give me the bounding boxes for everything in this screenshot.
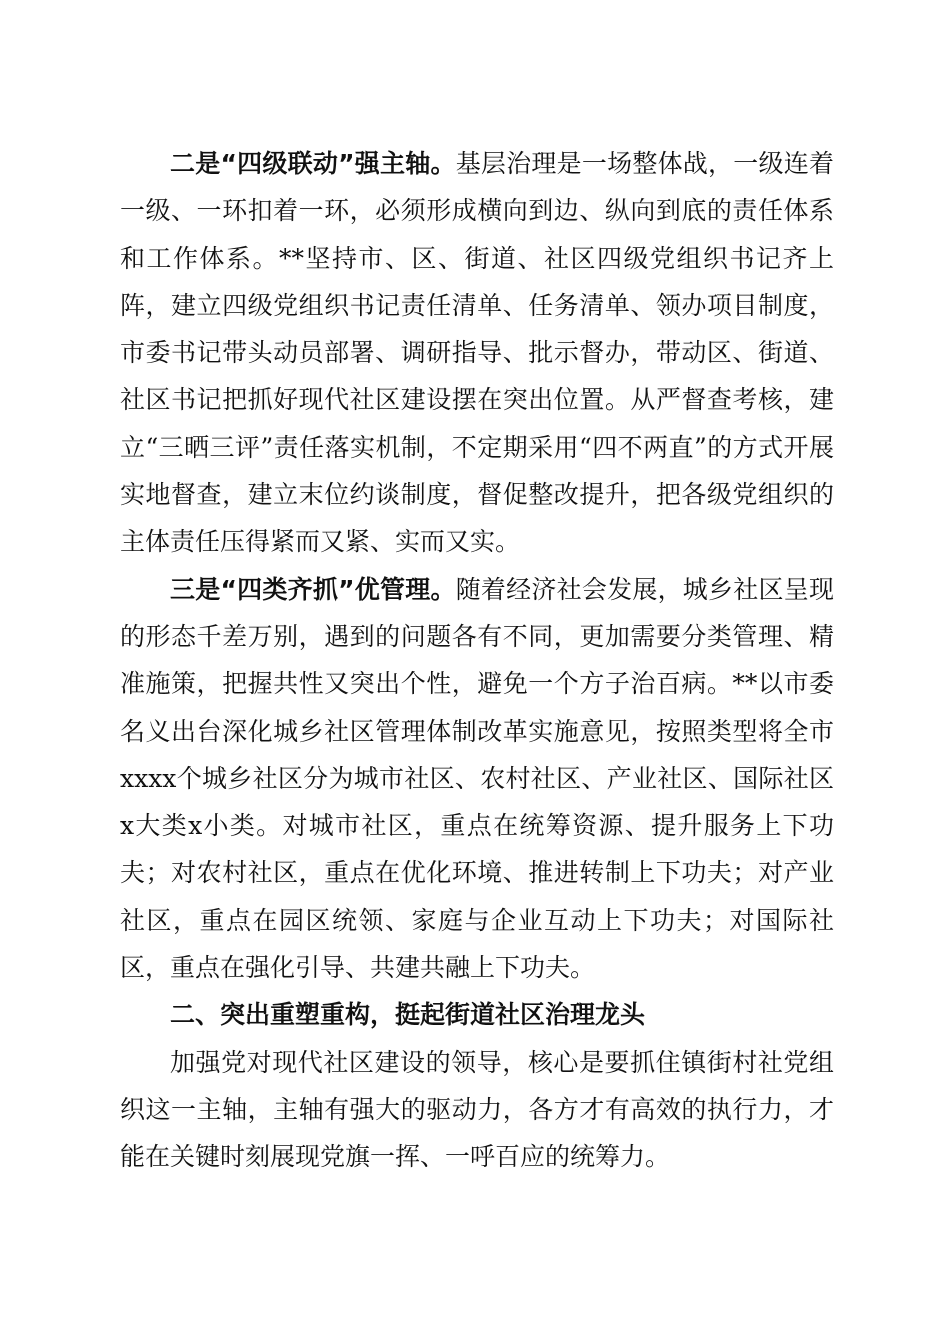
paragraph-lead-heading: 二是“四级联动”强主轴。 bbox=[170, 149, 456, 178]
paragraph-body-text: 基层治理是一场整体战，一级连着一级、一环扣着一环，必须形成横向到边、纵向到底的责任体系和工作体系。**坚持市、区、街道、社区四级党组织书记齐上阵，建立四级党组织书记责任清单、任务清单、领办项目制度，市委书记带头动员部署、调研指导、批示督办，带动区、街道、社区书记把抓好现代社区建设摆在突出位置。从严督查考核，建立“三晒三评”责任落实机制，不定期采用“四不两直”的方式开展实地督查，建立末位约谈制度，督促整改提升，把各级党组织的主体责任压得紧而又紧、实而又实。 bbox=[120, 149, 834, 557]
closing-paragraph: 加强党对现代社区建设的领导，核心是要抓住镇街村社党组织这一主轴，主轴有强大的驱动力，各方才有高效的执行力，才能在关键时刻展现党旗一挥、一呼百应的统筹力。 bbox=[120, 1047, 834, 1172]
paragraph-body-text: 随着经济社会发展，城乡社区呈现的形态千差万别，遇到的问题各有不同，更加需要分类管理、精准施策，把握共性又突出个性，避免一个方子治百病。**以市委名义出台深化城乡社区管理体制改革实施意见，按照类型将全市xxxx个城乡社区分为城市社区、农村社区、产业社区、国际社区x大类x小类。对城市社区，重点在统筹资源、提升服务上下功夫；对农村社区，重点在优化环境、推进转制上下功夫；对产业社区，重点在园区统领、家庭与企业互动上下功夫；对国际社区，重点在强化引导、共建共融上下功夫。 bbox=[120, 574, 834, 983]
paragraph-four-level-linkage bbox=[120, 140, 834, 566]
document-page bbox=[120, 140, 834, 1181]
paragraph-lead-heading: 三是“四类齐抓”优管理。 bbox=[170, 574, 456, 604]
paragraph-four-categories bbox=[120, 566, 834, 992]
section-heading: 二、突出重塑重构，挺起街道社区治理龙头 bbox=[170, 1000, 646, 1030]
